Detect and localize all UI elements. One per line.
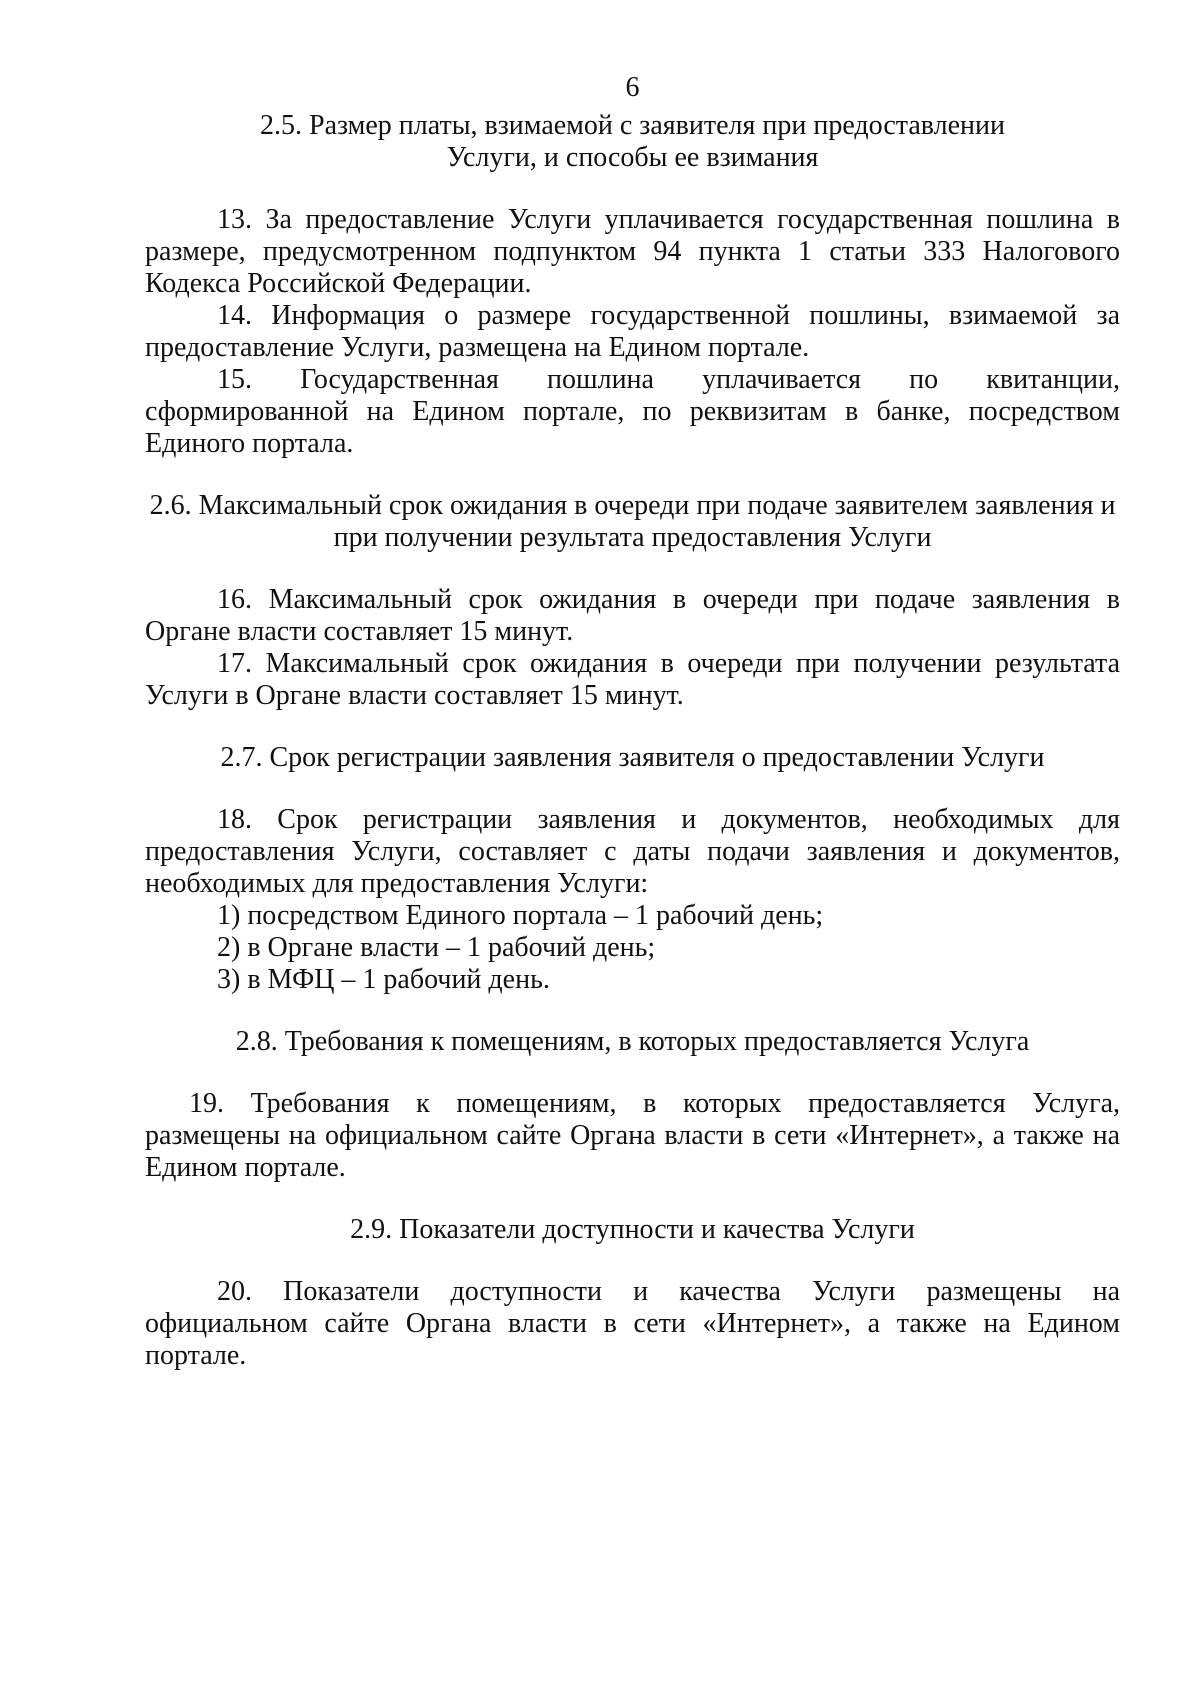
section-2-7 bbox=[145, 742, 1120, 996]
paragraph-18: 18. Срок регистрации заявления и документов, необходимых для предоставления Услуги, составляет с даты подачи заявления и документов, необходимых для предоставления Услуги: bbox=[145, 804, 1120, 899]
document-page bbox=[145, 72, 1120, 1372]
section-heading: 2.5. Размер платы, взимаемой с заявителя при предоставлении Услуги, и способы ее взимания bbox=[260, 110, 1005, 173]
paragraph-13: 13. За предоставление Услуги уплачивается государственная пошлина в размере, предусмотренном подпунктом 94 пункта 1 статьи 333 Налогового Кодекса Российской Федерации. bbox=[145, 204, 1120, 299]
paragraph-20: 20. Показатели доступности и качества Услуги размещены на официальном сайте Органа власти в сети «Интернет», а также на Едином портале. bbox=[145, 1276, 1120, 1371]
section-heading: 2.6. Максимальный срок ожидания в очереди при подаче заявителем заявления и при получении результата предоставления Услуги bbox=[149, 490, 1116, 553]
paragraph-16: 16. Максимальный срок ожидания в очереди при подаче заявления в Органе власти составляет 15 минут. bbox=[145, 584, 1120, 647]
section-heading: 2.7. Срок регистрации заявления заявителя о предоставлении Услуги bbox=[220, 742, 1045, 773]
list-item: 3) в МФЦ – 1 рабочий день. bbox=[217, 964, 550, 995]
paragraph-14: 14. Информация о размере государственной пошлины, взимаемой за предоставление Услуги, размещена на Едином портале. bbox=[145, 300, 1120, 363]
paragraph-15: 15. Государственная пошлина уплачивается по квитанции, сформированной на Едином портале, по реквизитам в банке, посредством Единого портала. bbox=[145, 364, 1120, 459]
section-2-8 bbox=[145, 1026, 1120, 1184]
section-2-9 bbox=[145, 1214, 1120, 1372]
paragraph-17: 17. Максимальный срок ожидания в очереди при получении результата Услуги в Органе власти составляет 15 минут. bbox=[145, 648, 1120, 711]
list-item: 1) посредством Единого портала – 1 рабочий день; bbox=[217, 900, 824, 931]
paragraph-19: 19. Требования к помещениям, в которых предоставляется Услуга, размещены на официальном сайте Органа власти в сети «Интернет», а также на Едином портале. bbox=[145, 1088, 1120, 1183]
section-heading: 2.8. Требования к помещениям, в которых предоставляется Услуга bbox=[235, 1026, 1030, 1057]
section-2-6 bbox=[145, 490, 1120, 712]
list-item: 2) в Органе власти – 1 рабочий день; bbox=[217, 932, 656, 963]
section-heading: 2.9. Показатели доступности и качества Услуги bbox=[350, 1214, 915, 1245]
section-2-5 bbox=[145, 110, 1120, 460]
page-number: 6 bbox=[625, 72, 640, 103]
